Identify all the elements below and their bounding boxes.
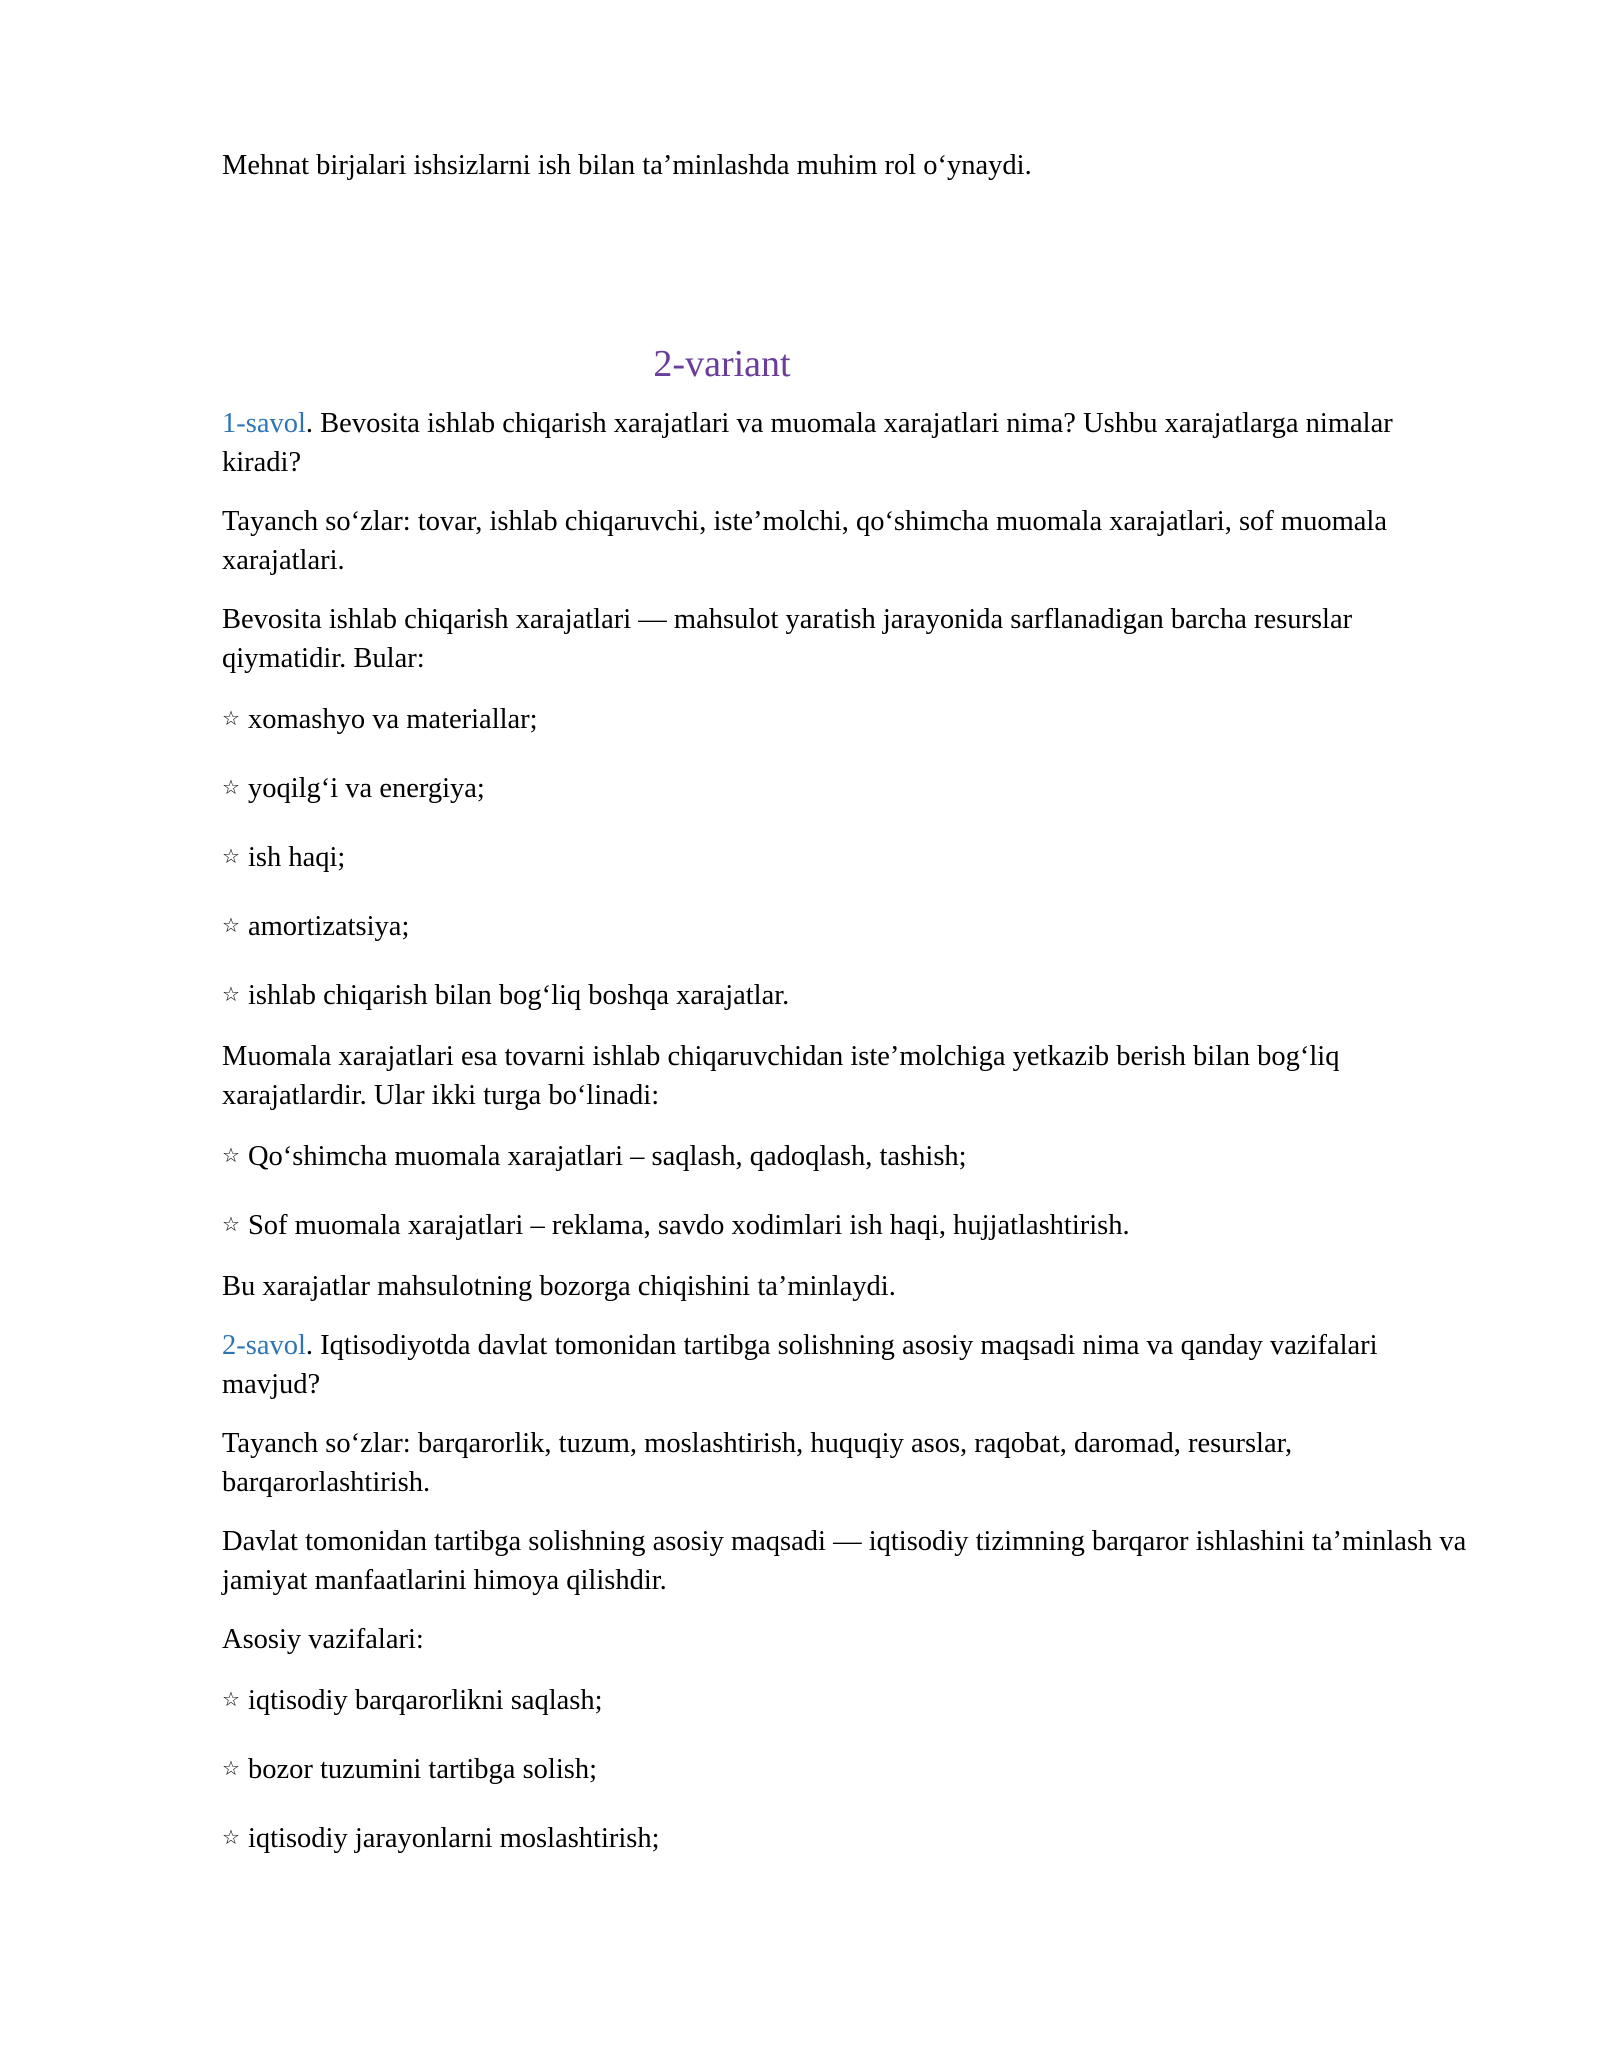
star-icon: ☆ bbox=[222, 1212, 240, 1236]
question-1 bbox=[222, 404, 1472, 482]
star-icon: ☆ bbox=[222, 1756, 240, 1780]
star-icon: ☆ bbox=[222, 982, 240, 1006]
list-item bbox=[222, 1750, 1472, 1791]
list-item-text: yoqilg‘i va energiya; bbox=[247, 773, 485, 804]
question-1-keywords: Tayanch so‘zlar: tovar, ishlab chiqaruvchi, iste’molchi, qo‘shimcha muomala xarajatlari, sof muomala xarajatlari. bbox=[222, 506, 1387, 576]
question-2-paragraph-2: Asosiy vazifalari: bbox=[222, 1624, 424, 1655]
list-item bbox=[222, 1137, 1472, 1178]
question-2-label: 2-savol bbox=[222, 1330, 306, 1361]
list-item bbox=[222, 976, 1472, 1017]
list-item bbox=[222, 1206, 1472, 1247]
star-icon: ☆ bbox=[222, 1825, 240, 1849]
question-2 bbox=[222, 1326, 1472, 1404]
question-2-text: . Iqtisodiyotda davlat tomonidan tartibga solishning asosiy maqsadi nima va qanday vazifalari mavjud? bbox=[222, 1330, 1378, 1400]
list-item bbox=[222, 907, 1472, 948]
list-item-text: amortizatsiya; bbox=[247, 911, 410, 942]
list-item-text: Sof muomala xarajatlari – reklama, savdo xodimlari ish haqi, hujjatlashtirish. bbox=[247, 1210, 1130, 1241]
list-item-text: bozor tuzumini tartibga solish; bbox=[247, 1754, 598, 1785]
question-2-keywords: Tayanch so‘zlar: barqarorlik, tuzum, moslashtirish, huquqiy asos, raqobat, daromad, resurslar, barqarorlashtirish. bbox=[222, 1428, 1293, 1498]
question-1-paragraph-3: Bu xarajatlar mahsulotning bozorga chiqishini ta’minlaydi. bbox=[222, 1271, 896, 1302]
star-icon: ☆ bbox=[222, 913, 240, 937]
list-item bbox=[222, 1819, 1472, 1860]
star-icon: ☆ bbox=[222, 844, 240, 868]
document-content bbox=[222, 146, 1472, 1888]
question-1-paragraph-2: Muomala xarajatlari esa tovarni ishlab chiqaruvchidan iste’molchiga yetkazib berish bilan bog‘liq xarajatlardir. Ular ikki turga bo‘linadi: bbox=[222, 1041, 1340, 1111]
list-item bbox=[222, 838, 1472, 879]
list-item bbox=[222, 1681, 1472, 1722]
star-icon: ☆ bbox=[222, 775, 240, 799]
question-1-text: . Bevosita ishlab chiqarish xarajatlari va muomala xarajatlari nima? Ushbu xarajatlarga nimalar kiradi? bbox=[222, 408, 1393, 478]
question-1-label: 1-savol bbox=[222, 408, 306, 439]
list-item-text: ish haqi; bbox=[247, 842, 346, 873]
list-item-text: iqtisodiy jarayonlarni moslashtirish; bbox=[247, 1823, 660, 1854]
list-item-text: ishlab chiqarish bilan bog‘liq boshqa xarajatlar. bbox=[247, 980, 790, 1011]
star-icon: ☆ bbox=[222, 1687, 240, 1711]
list-item-text: xomashyo va materiallar; bbox=[247, 704, 538, 735]
list-item bbox=[222, 769, 1472, 810]
list-item-text: Qo‘shimcha muomala xarajatlari – saqlash, qadoqlash, tashish; bbox=[247, 1141, 967, 1172]
star-icon: ☆ bbox=[222, 706, 240, 730]
variant-title: 2-variant bbox=[653, 343, 791, 385]
star-icon: ☆ bbox=[222, 1143, 240, 1167]
question-2-paragraph-1: Davlat tomonidan tartibga solishning asosiy maqsadi — iqtisodiy tizimning barqaror ishlashini ta’minlash va jamiyat manfaatlarini himoya qilishdir. bbox=[222, 1526, 1467, 1596]
list-item-text: iqtisodiy barqarorlikni saqlash; bbox=[247, 1685, 603, 1716]
list-item bbox=[222, 700, 1472, 741]
question-1-paragraph-1: Bevosita ishlab chiqarish xarajatlari — mahsulot yaratish jarayonida sarflanadigan barcha resurslar qiymatidir. Bular: bbox=[222, 604, 1353, 674]
intro-sentence: Mehnat birjalari ishsizlarni ish bilan ta’minlashda muhim rol o‘ynaydi. bbox=[222, 150, 1032, 181]
